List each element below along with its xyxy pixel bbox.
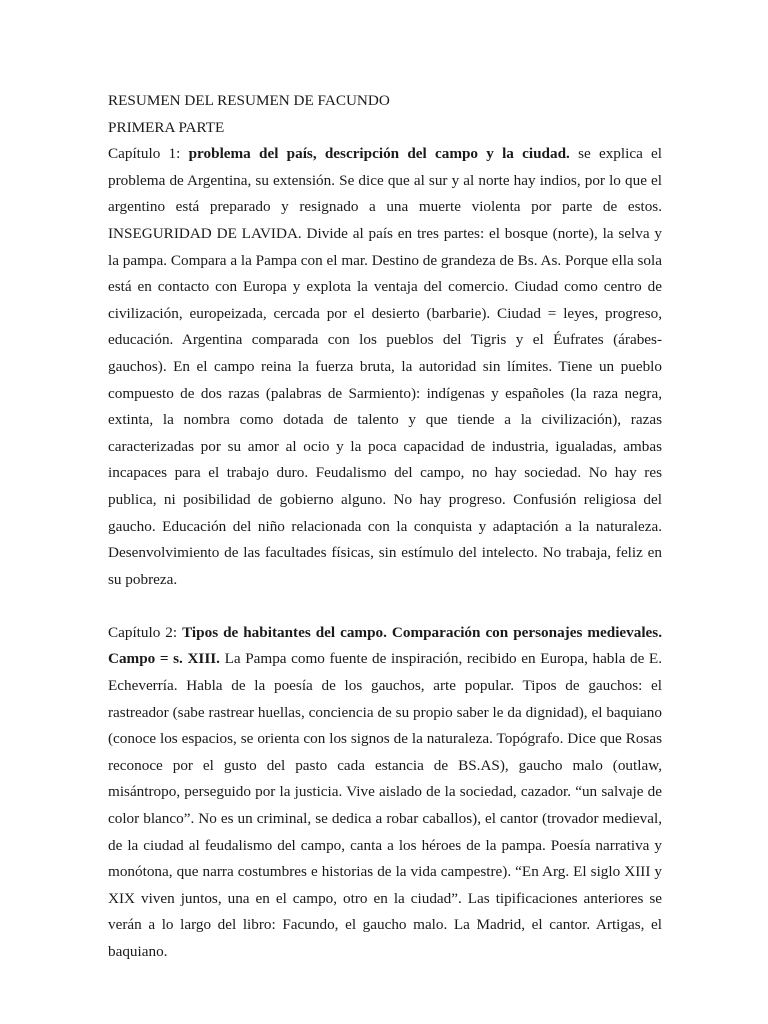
chapter-2-condensed-c: Las tipificaciones anteriores se verán a lo largo del libro: [108, 889, 662, 934]
chapter-1-paragraph [108, 141, 662, 593]
chapter-1-heading: problema del país, descripción del campo y la ciudad. [188, 145, 570, 163]
document-title: RESUMEN DEL RESUMEN DE FACUNDO [108, 92, 390, 109]
chapter-2-paragraph [108, 620, 662, 966]
chapter-2-body-a: La Pampa como fuente de inspiración, recibido en Europa, habla de E. Echeverría. Habla de la poesía de los gauchos, arte popular. Tipos de gauchos: el rastreador (sabe rastrear huellas, conciencia de su propio saber le da dignidad), el baquiano (conoce los espacios, se orienta con los signos de la naturaleza. Topógrafo. Dice que Rosas reconoce por el gusto del pasto cada estancia de BS.AS), gaucho malo (outlaw, misántropo, perseguido [108, 650, 662, 801]
chapter-2-heading: Tipos de habitantes del campo. Comparación con personajes medievales. Campo = s. XIII. [108, 623, 663, 668]
paragraph-gap [108, 593, 662, 620]
section-heading: PRIMERA PARTE [108, 118, 225, 136]
chapter-2-condensed-a: por la justicia. Vive aislado de la sociedad, cazador. “un salvaje de color blanco”. No es un [108, 783, 662, 828]
chapter-2-body-c: “En Arg. El siglo XIII y XIX viven juntos, una en el campo, otro en la ciudad”. [108, 863, 662, 907]
chapter-2-label: Capítulo 2: [108, 623, 183, 641]
chapter-2-condensed-b: costumbres e historias de la vida campestre). [237, 863, 512, 881]
chapter-2-body-b: criminal, se dedica a robar caballos), el cantor (trovador medieval, de la ciudad al feudalismo del campo, canta a los héroes de la pampa. Poesía narrativa y monótona, que narra [108, 810, 662, 881]
chapter-2-body-d: Facundo, el gaucho malo. La Madrid, el cantor. Artigas, el baquiano. [108, 916, 662, 960]
chapter-1-body: se explica el problema de Argentina, su extensión. Se dice que al sur y al norte hay indios, por lo que el argentino está preparado y resignado a una muerte violenta por parte de estos. INSEGURIDAD DE LAVIDA. Divide al país en tres partes: el bosque (norte), la selva y la pampa. Compara a la Pampa con el mar. Destino de grandeza de Bs. As. Porque ella sola está en contacto con Europa y explota la ventaja del comercio. Ciudad como centro de civilización, europeizada, cercada por el desierto (barbarie). Ciudad = leyes, progreso, educación. Argentina comparada con los pueblos del Tigris y el Éufrates (árabes- gauchos). En el campo reina la fuerza bruta, la autoridad sin límites. Tiene un pueblo compuesto de dos razas (palabras de Sarmiento): indígenas y españoles (la raza negra, extinta, la nombra como dotada de talento y que tiende a la civilización), razas caracterizadas por su amor al ocio y la poca capacidad de industria, igualadas, ambas incapaces para el trabajo duro. Feudalismo del campo, no hay sociedad. No hay res publica, ni posibilidad de gobierno alguno. No hay progreso. Confusión religiosa del gaucho. Educación del niño relacionada con la conquista y adaptación a la naturaleza. Desenvolvimiento de las facultades físicas, sin estímulo del intelecto. No trabaja, feliz en su pobreza. [108, 145, 663, 588]
chapter-1-label: Capítulo 1: [108, 145, 189, 163]
